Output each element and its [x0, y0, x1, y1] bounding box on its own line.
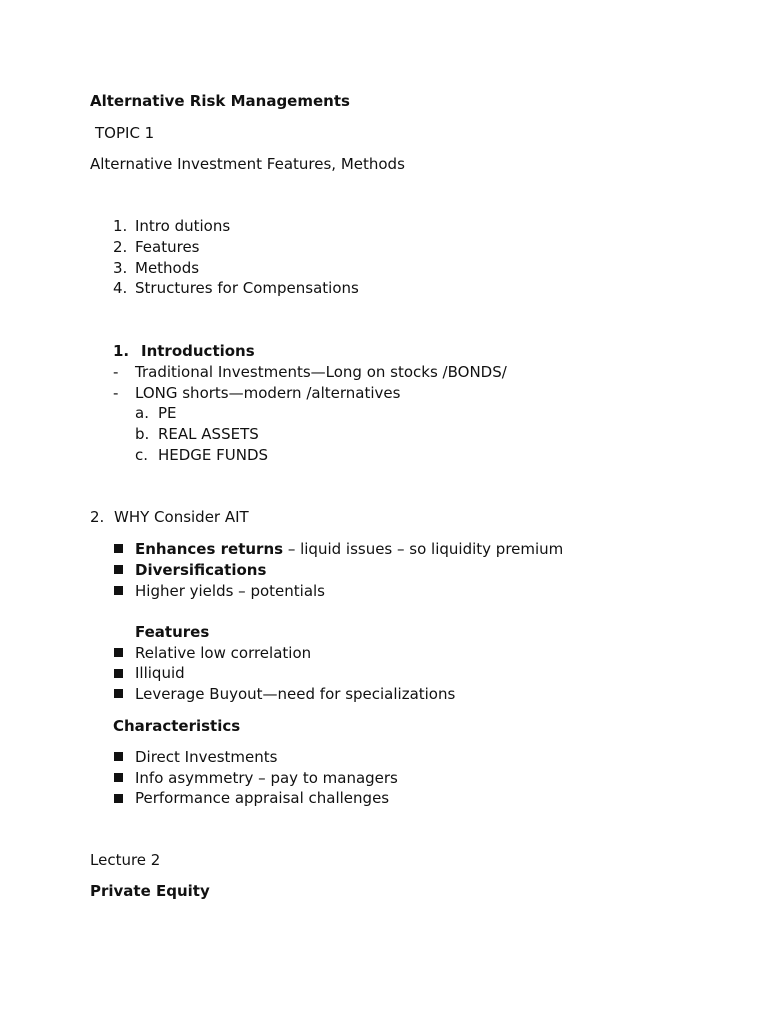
section-heading: Introductions [141, 342, 255, 360]
dash-item: Traditional Investments—Long on stocks /BONDS/ [135, 363, 507, 381]
bullet-square-icon [114, 752, 123, 761]
bullet-bold-text: Enhances returns [135, 540, 284, 558]
outline-item: Features [135, 238, 200, 256]
bullet-item [135, 560, 266, 580]
section-number: 2. [90, 508, 105, 526]
dash-marker: - [113, 363, 119, 381]
bullet-item [135, 581, 325, 601]
lecture-label: Lecture 2 [90, 851, 161, 869]
alpha-item: PE [158, 404, 177, 422]
bullet-square-icon [114, 689, 123, 698]
document-title: Alternative Risk Managements [90, 92, 350, 110]
bullet-square-icon [114, 544, 123, 553]
alpha-marker: c. [135, 446, 149, 464]
outline-number: 4. [113, 279, 128, 297]
feature-item: Illiquid [135, 664, 185, 682]
dash-item: LONG shorts—modern /alternatives [135, 384, 401, 402]
bullet-square-icon [114, 565, 123, 574]
bullet-square-icon [114, 669, 123, 678]
bullet-bold-text: Diversifications [135, 561, 267, 579]
bullet-square-icon [114, 773, 123, 782]
bullet-item [135, 539, 563, 559]
bullet-square-icon [114, 794, 123, 803]
feature-item: Leverage Buyout—need for specializations [135, 685, 456, 703]
dash-marker: - [113, 384, 119, 402]
outline-number: 1. [113, 217, 128, 235]
alpha-item: HEDGE FUNDS [158, 446, 269, 464]
lecture-title: Private Equity [90, 882, 210, 900]
characteristic-item: Info asymmetry – pay to managers [135, 769, 398, 787]
feature-item: Relative low correlation [135, 644, 312, 662]
characteristics-heading: Characteristics [113, 717, 241, 735]
bullet-text: – liquid issues – so liquidity premium [283, 540, 564, 558]
bullet-text: Higher yields – potentials [135, 582, 325, 600]
characteristic-item: Direct Investments [135, 748, 278, 766]
topic-label: TOPIC 1 [95, 124, 155, 142]
section-heading: WHY Consider AIT [114, 508, 249, 526]
outline-number: 2. [113, 238, 128, 256]
features-heading: Features [135, 623, 210, 641]
bullet-square-icon [114, 586, 123, 595]
outline-number: 3. [113, 259, 128, 277]
alpha-item: REAL ASSETS [158, 425, 259, 443]
characteristic-item: Performance appraisal challenges [135, 789, 390, 807]
topic-subtitle: Alternative Investment Features, Methods [90, 155, 405, 173]
alpha-marker: a. [135, 404, 149, 422]
bullet-square-icon [114, 648, 123, 657]
outline-item: Methods [135, 259, 200, 277]
alpha-marker: b. [135, 425, 150, 443]
outline-item: Structures for Compensations [135, 279, 359, 297]
section-number: 1. [113, 342, 130, 360]
outline-item: Intro dutions [135, 217, 231, 235]
